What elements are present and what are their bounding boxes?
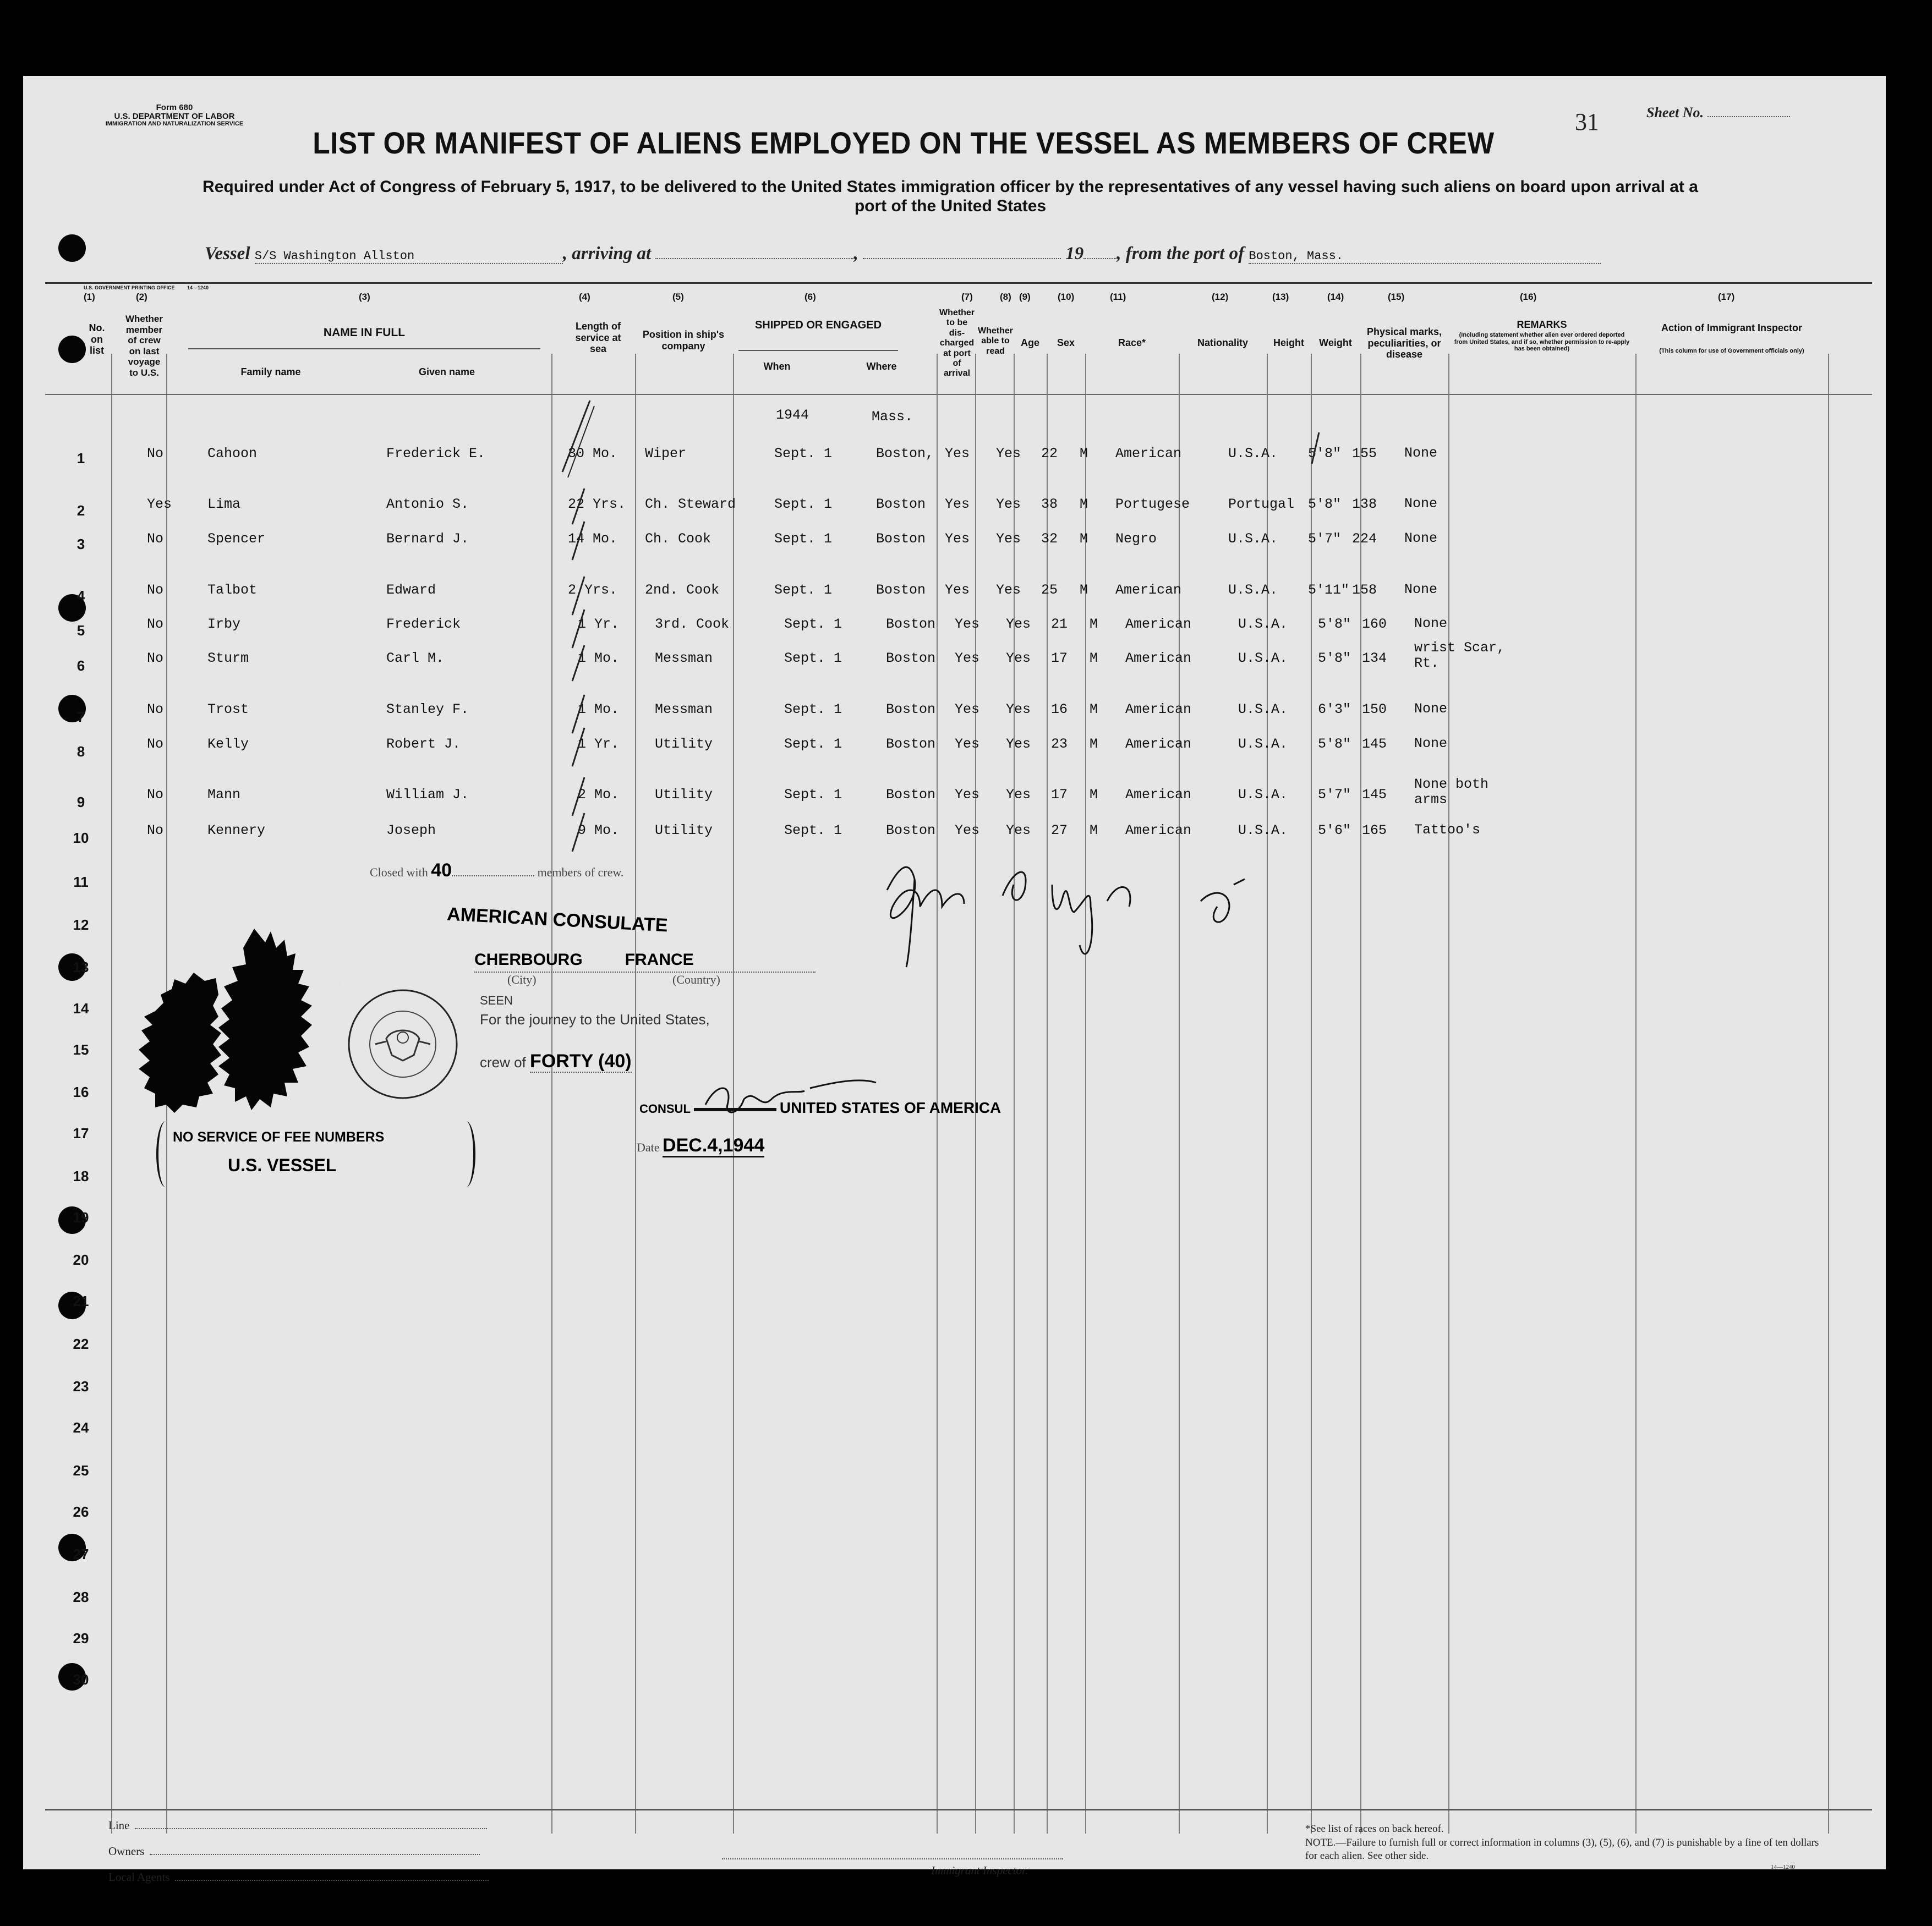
- country-label: (Country): [672, 973, 720, 986]
- col-header-6: SHIPPED OR ENGAGED: [754, 319, 882, 331]
- shipped-where: Boston: [886, 650, 936, 666]
- col-header-12: Nationality: [1197, 337, 1248, 348]
- us-vessel-text: U.S. VESSEL: [228, 1155, 337, 1175]
- physical-marks: wrist Scar, Rt.: [1414, 640, 1506, 671]
- able-to-read: Yes: [1006, 616, 1031, 632]
- punch-hole: [58, 234, 86, 262]
- column-number: (8): [1000, 292, 1011, 302]
- height: 5'6": [1318, 822, 1351, 838]
- shipped-where: Boston: [886, 736, 936, 752]
- weight: 145: [1362, 787, 1387, 803]
- race: American: [1115, 582, 1182, 598]
- journey-text: For the journey to the United States,: [480, 1011, 710, 1028]
- page-title: LIST OR MANIFEST OF ALIENS EMPLOYED ON THE VESSEL AS MEMBERS OF CREW: [313, 125, 1495, 160]
- consulate-city: CHERBOURG: [474, 951, 583, 969]
- able-to-read: Yes: [1006, 650, 1031, 666]
- no-service-text: NO SERVICE OF FEE NUMBERS: [173, 1129, 385, 1145]
- column-number: (4): [579, 292, 590, 302]
- table-row: [23, 695, 1886, 722]
- manifest-sheet: [23, 76, 1886, 1884]
- family-name: Kelly: [207, 736, 249, 752]
- col-header-given: Given name: [418, 366, 475, 377]
- col-header-3: NAME IN FULL: [323, 326, 406, 339]
- row-number: 29: [73, 1630, 89, 1647]
- column-number: (7): [961, 292, 973, 302]
- shipped-where: Boston: [886, 822, 936, 838]
- col-header-5: Position in ship's company: [642, 329, 725, 352]
- nationality: U.S.A.: [1228, 582, 1278, 598]
- vessel-label: Vessel: [205, 244, 250, 264]
- height: 5'7": [1318, 787, 1351, 803]
- row-number: 24: [73, 1419, 89, 1436]
- nationality: U.S.A.: [1238, 650, 1288, 666]
- column-number: (13): [1272, 292, 1289, 302]
- last-voyage: Yes: [147, 496, 172, 512]
- shipped-where: Boston: [876, 496, 926, 512]
- row-number: 8: [76, 743, 85, 760]
- race: Negro: [1115, 531, 1157, 547]
- height: 5'8": [1308, 496, 1342, 512]
- closed-with: Closed with 40 members of crew.: [370, 860, 624, 881]
- weight: 165: [1362, 822, 1387, 838]
- note-text: —Failure to furnish full or correct information in columns (3), (5), (6), and (7) is punishable by a fine of ten dollars for each alien. See other side.: [1305, 1836, 1819, 1862]
- row-number: 10: [73, 830, 89, 846]
- column-number: (9): [1019, 292, 1031, 302]
- race: American: [1125, 787, 1192, 803]
- discharged: Yes: [955, 787, 980, 803]
- nationality: U.S.A.: [1238, 787, 1288, 803]
- row-number: 22: [73, 1336, 89, 1352]
- closed-count: 40: [431, 860, 452, 881]
- race: American: [1125, 822, 1192, 838]
- page-number: 31: [1575, 108, 1599, 135]
- row-number: 14: [73, 1000, 89, 1017]
- family-name: Mann: [207, 787, 241, 803]
- column-number: (2): [136, 292, 147, 302]
- physical-marks: None both arms: [1414, 776, 1489, 808]
- position: Wiper: [645, 446, 687, 462]
- position: Ch. Steward: [645, 496, 736, 512]
- weight: 134: [1362, 650, 1387, 666]
- height: 5'8": [1318, 736, 1351, 752]
- last-voyage: No: [147, 787, 164, 803]
- last-voyage: No: [147, 736, 164, 752]
- row-number: 13: [73, 959, 89, 975]
- age: 17: [1051, 650, 1068, 666]
- shipped-when: Sept. 1: [784, 736, 842, 752]
- crew-count: FORTY (40): [530, 1051, 632, 1072]
- consulate-country: FRANCE: [625, 951, 694, 969]
- nationality: Portugal: [1228, 496, 1295, 512]
- given-name: Bernard J.: [386, 531, 469, 547]
- discharged: Yes: [945, 582, 970, 598]
- position: 2nd. Cook: [645, 582, 720, 598]
- arriving-label: , arriving at: [562, 244, 652, 264]
- col-header-9: Age: [1020, 337, 1039, 348]
- weight: 138: [1352, 496, 1377, 512]
- able-to-read: Yes: [996, 531, 1021, 547]
- row-number: 3: [76, 536, 85, 552]
- given-name: Robert J.: [386, 736, 461, 752]
- sex: M: [1090, 822, 1098, 838]
- consul-date: DEC.4,1944: [663, 1135, 764, 1157]
- row-number: 6: [76, 657, 85, 674]
- physical-marks: None: [1414, 616, 1448, 632]
- age: 16: [1051, 701, 1068, 717]
- discharged: Yes: [955, 822, 980, 838]
- column-number: (16): [1520, 292, 1537, 302]
- subtitle: [111, 178, 1789, 216]
- sex: M: [1080, 496, 1088, 512]
- sex: M: [1090, 736, 1098, 752]
- position: 3rd. Cook: [655, 616, 730, 632]
- age: 38: [1041, 496, 1058, 512]
- service-length: 22 Yrs.: [568, 496, 626, 512]
- col-header-11: Race*: [1118, 337, 1146, 348]
- column-number: (10): [1058, 292, 1075, 302]
- column-number: (15): [1388, 292, 1405, 302]
- service-length: 14 Mo.: [568, 531, 618, 547]
- row-number: 16: [73, 1084, 89, 1100]
- footer-notes: [1305, 1823, 1834, 1871]
- officer-signature: [849, 802, 1311, 978]
- height: 5'7": [1308, 531, 1342, 547]
- col-header-when: When: [763, 361, 791, 372]
- row-number: 17: [73, 1125, 89, 1142]
- given-name: Frederick: [386, 616, 461, 632]
- consul-label: CONSUL: [639, 1102, 691, 1116]
- col-header-15: Physical marks, peculiarities, or disease: [1366, 326, 1442, 360]
- row-number: 2: [76, 502, 85, 519]
- from-port-label: , from the port of: [1116, 244, 1245, 264]
- table-row: [23, 490, 1886, 517]
- col-header-14: Weight: [1319, 337, 1352, 348]
- position: Utility: [655, 736, 713, 752]
- given-name: Carl M.: [386, 650, 445, 666]
- col-header-1: No. on list: [89, 322, 105, 356]
- service-length: 2 Mo.: [578, 787, 620, 803]
- given-name: Joseph: [386, 822, 436, 838]
- able-to-read: Yes: [996, 496, 1021, 512]
- shipped-when: Sept. 1: [774, 531, 833, 547]
- family-name: Lima: [207, 496, 241, 512]
- age: 23: [1051, 736, 1068, 752]
- last-voyage: No: [147, 582, 164, 598]
- shipped-when: Sept. 1: [784, 822, 842, 838]
- shipped-where: Boston,: [876, 446, 934, 462]
- able-to-read: Yes: [996, 446, 1021, 462]
- column-number: (5): [672, 292, 684, 302]
- last-voyage: No: [147, 650, 164, 666]
- physical-marks: None: [1404, 530, 1438, 546]
- row-number: 23: [73, 1378, 89, 1395]
- col-header-16: REMARKS: [1517, 319, 1567, 330]
- position: Messman: [655, 701, 713, 717]
- table-row: [23, 729, 1886, 757]
- consulate-seal-emblem: [342, 984, 463, 1105]
- shipped-year: 1944: [776, 407, 809, 423]
- footer-agents: Local Agents: [108, 1870, 489, 1884]
- shipped-where: Boston: [886, 787, 936, 803]
- column-number: (11): [1110, 292, 1126, 302]
- nationality: U.S.A.: [1238, 736, 1288, 752]
- service-length: 1 Yr.: [578, 736, 620, 752]
- height: 5'8": [1318, 650, 1351, 666]
- race: American: [1125, 736, 1192, 752]
- given-name: Frederick E.: [386, 446, 486, 462]
- city-label: (City): [507, 973, 537, 986]
- punch-hole: [58, 336, 86, 363]
- table-row: [23, 575, 1886, 603]
- blank: [51, 1671, 56, 1677]
- col-header-10: Sex: [1057, 337, 1075, 348]
- sex: M: [1090, 616, 1098, 632]
- check-marks: [551, 389, 650, 901]
- shipped-when: Sept. 1: [784, 616, 842, 632]
- shipped-when: Sept. 1: [774, 582, 833, 598]
- table-row: [23, 524, 1886, 552]
- given-name: William J.: [386, 787, 469, 803]
- shipped-where: Boston: [886, 701, 936, 717]
- consulate-stamp-name: AMERICAN CONSULATE: [446, 903, 669, 936]
- header-rule: [45, 282, 1872, 284]
- family-name: Trost: [207, 701, 249, 717]
- position: Messman: [655, 650, 713, 666]
- service-length: 2 Yrs.: [568, 582, 618, 598]
- discharged: Yes: [945, 446, 970, 462]
- family-name: Irby: [207, 616, 241, 632]
- row-number: 11: [73, 874, 89, 890]
- nationality: U.S.A.: [1238, 701, 1288, 717]
- last-voyage: No: [147, 822, 164, 838]
- printing-office: U.S. GOVERNMENT PRINTING OFFICE 14—1240: [84, 285, 209, 290]
- column-number: (6): [804, 292, 816, 302]
- discharged: Yes: [955, 616, 980, 632]
- physical-marks: Tattoo's: [1414, 822, 1481, 838]
- col-header-2: Whether member of crew on last voyage to U.S.: [125, 314, 163, 378]
- col-header-4: Length of service at sea: [575, 321, 621, 355]
- family-name: Spencer: [207, 531, 266, 547]
- col-header-8: Whether able to read: [978, 326, 1013, 356]
- row-number: 5: [76, 622, 85, 639]
- table-row: [23, 610, 1886, 637]
- physical-marks: None: [1414, 701, 1448, 717]
- row-number: 7: [76, 709, 85, 725]
- able-to-read: Yes: [1006, 736, 1031, 752]
- given-name: Antonio S.: [386, 496, 469, 512]
- able-to-read: Yes: [996, 582, 1021, 598]
- row-number: 30: [73, 1671, 89, 1688]
- physical-marks: None: [1404, 496, 1438, 512]
- position: Utility: [655, 787, 713, 803]
- age: 27: [1051, 822, 1068, 838]
- row-number: 12: [73, 917, 89, 933]
- discharged: Yes: [945, 531, 970, 547]
- physical-marks: None: [1404, 581, 1438, 597]
- no-service-note: [156, 1121, 475, 1193]
- row-number: 9: [76, 794, 85, 810]
- footer-owners: Owners: [108, 1845, 480, 1858]
- sex: M: [1090, 701, 1098, 717]
- row-number: 28: [73, 1589, 89, 1605]
- shipped-where: Boston: [876, 582, 926, 598]
- discharged: Yes: [955, 736, 980, 752]
- table-row: [23, 439, 1886, 467]
- service-name: IMMIGRATION AND NATURALIZATION SERVICE: [105, 120, 244, 127]
- age: 32: [1041, 531, 1058, 547]
- family-name: Talbot: [207, 582, 258, 598]
- height: 5'8": [1318, 616, 1351, 632]
- consulate-location: [474, 951, 832, 969]
- age: 22: [1041, 446, 1058, 462]
- row-number: 26: [73, 1504, 89, 1520]
- header-bottom-rule: [45, 394, 1872, 395]
- row-number: 1: [76, 450, 85, 467]
- weight: 155: [1352, 446, 1377, 462]
- weight: 160: [1362, 616, 1387, 632]
- column-number: (3): [359, 292, 370, 302]
- shipped-when: Sept. 1: [784, 701, 842, 717]
- col-header-17-note: (This column for use of Government officials only): [1659, 348, 1804, 354]
- column-number: (1): [84, 292, 95, 302]
- position: Utility: [655, 822, 713, 838]
- row-number: 15: [73, 1041, 89, 1058]
- row-number: 25: [73, 1462, 89, 1479]
- form-id-block: [84, 103, 265, 127]
- discharged: Yes: [945, 496, 970, 512]
- height: 6'3": [1318, 701, 1351, 717]
- last-voyage: No: [147, 616, 164, 632]
- vessel-name: S/S Washington Allston: [255, 249, 563, 264]
- shipped-when: Sept. 1: [784, 787, 842, 803]
- shipped-place: Mass.: [872, 409, 913, 425]
- shipped-where: Boston: [886, 616, 936, 632]
- from-port: Boston, Mass.: [1249, 249, 1601, 264]
- nationality: U.S.A.: [1228, 446, 1278, 462]
- row-number: 19: [73, 1209, 89, 1226]
- col-header-family: Family name: [240, 366, 301, 377]
- race: American: [1125, 650, 1192, 666]
- discharged: Yes: [955, 650, 980, 666]
- shipped-when: Sept. 1: [784, 650, 842, 666]
- crew-of-line: crew of FORTY (40): [480, 1051, 632, 1072]
- consul-line: [639, 1099, 1001, 1117]
- family-name: Kennery: [207, 822, 266, 838]
- service-length: 1 Mo.: [578, 650, 620, 666]
- service-length: 1 Yr.: [578, 616, 620, 632]
- col-header-7: Whether to be dis-charged at port of arrival: [939, 308, 975, 378]
- column-number: (14): [1327, 292, 1344, 302]
- check-mark-height: [1305, 428, 1327, 472]
- date-line: Date DEC.4,1944: [637, 1135, 764, 1156]
- weight: 145: [1362, 736, 1387, 752]
- service-length: 9 Mo.: [578, 822, 620, 838]
- row-number: 20: [73, 1252, 89, 1268]
- service-length: 30 Mo.: [568, 446, 618, 462]
- height: 5'11": [1308, 582, 1350, 598]
- race: American: [1125, 616, 1192, 632]
- row-number: 27: [73, 1546, 89, 1562]
- last-voyage: No: [147, 531, 164, 547]
- department: U.S. DEPARTMENT OF LABOR: [114, 111, 235, 121]
- able-to-read: Yes: [1006, 822, 1031, 838]
- age: 17: [1051, 787, 1068, 803]
- nationality: U.S.A.: [1228, 531, 1278, 547]
- column-number: (12): [1212, 292, 1229, 302]
- races-note: *See list of races on back hereof.: [1305, 1823, 1444, 1835]
- seen-label: SEEN: [480, 994, 513, 1007]
- column-number: (17): [1718, 292, 1735, 302]
- discharged: Yes: [955, 701, 980, 717]
- shipped-where: Boston: [876, 531, 926, 547]
- col-header-16-note: (Including statement whether alien ever ordered deported from United States, and if so, whether permission to re-apply has been obtained): [1454, 332, 1630, 353]
- col-header-17: Action of Immigrant Inspector: [1661, 322, 1803, 333]
- form-number: Form 680: [156, 103, 193, 112]
- sex: M: [1080, 446, 1088, 462]
- subtitle-line-2: port of the United States: [854, 196, 1047, 215]
- sheet-no-label: Sheet No.: [1646, 105, 1790, 121]
- service-length: 1 Mo.: [578, 701, 620, 717]
- footer-line: Line: [108, 1819, 487, 1832]
- last-voyage: No: [147, 701, 164, 717]
- vessel-line: Vessel S/S Washington Allston , arriving at , 19 , from the port of Boston, Mass.: [205, 244, 1745, 264]
- weight: 150: [1362, 701, 1387, 717]
- race: Portugese: [1115, 496, 1190, 512]
- shipped-when: Sept. 1: [774, 446, 833, 462]
- nationality: U.S.A.: [1238, 616, 1288, 632]
- shipped-when: Sept. 1: [774, 496, 833, 512]
- age: 25: [1041, 582, 1058, 598]
- race: American: [1115, 446, 1182, 462]
- nationality: U.S.A.: [1238, 822, 1288, 838]
- height: 5'8": [1308, 446, 1342, 462]
- able-to-read: Yes: [1006, 701, 1031, 717]
- row-number: 21: [73, 1293, 89, 1309]
- consul-country: UNITED STATES OF AMERICA: [779, 1099, 1001, 1116]
- family-name: Cahoon: [207, 446, 258, 462]
- family-name: Sturm: [207, 650, 249, 666]
- sex: M: [1090, 650, 1098, 666]
- col-header-13: Height: [1273, 337, 1304, 348]
- col-header-where: Where: [866, 361, 897, 372]
- sex: M: [1080, 531, 1088, 547]
- physical-marks: None: [1414, 736, 1448, 751]
- inspector-label: Immigrant Inspector.: [931, 1864, 1028, 1877]
- weight: 224: [1352, 531, 1377, 547]
- race: American: [1125, 701, 1192, 717]
- sex: M: [1080, 582, 1088, 598]
- weight: 158: [1352, 582, 1377, 598]
- position: Ch. Cook: [645, 531, 711, 547]
- row-number: 4: [76, 588, 85, 604]
- given-name: Edward: [386, 582, 436, 598]
- row-number: 18: [73, 1168, 89, 1184]
- last-voyage: No: [147, 446, 164, 462]
- able-to-read: Yes: [1006, 787, 1031, 803]
- table-row: [23, 640, 1886, 671]
- sex: M: [1090, 787, 1098, 803]
- subtitle-line-1: Required under Act of Congress of February 5, 1917, to be delivered to the United States immigration officer by the representatives of any vessel having such aliens on board upon arrival at a: [202, 178, 1698, 196]
- footer-code: 14—1240: [1771, 1864, 1795, 1871]
- note-label: NOTE.: [1305, 1836, 1336, 1848]
- given-name: Stanley F.: [386, 701, 469, 717]
- physical-marks: None: [1404, 445, 1438, 461]
- age: 21: [1051, 616, 1068, 632]
- year-label: 19: [1065, 244, 1084, 264]
